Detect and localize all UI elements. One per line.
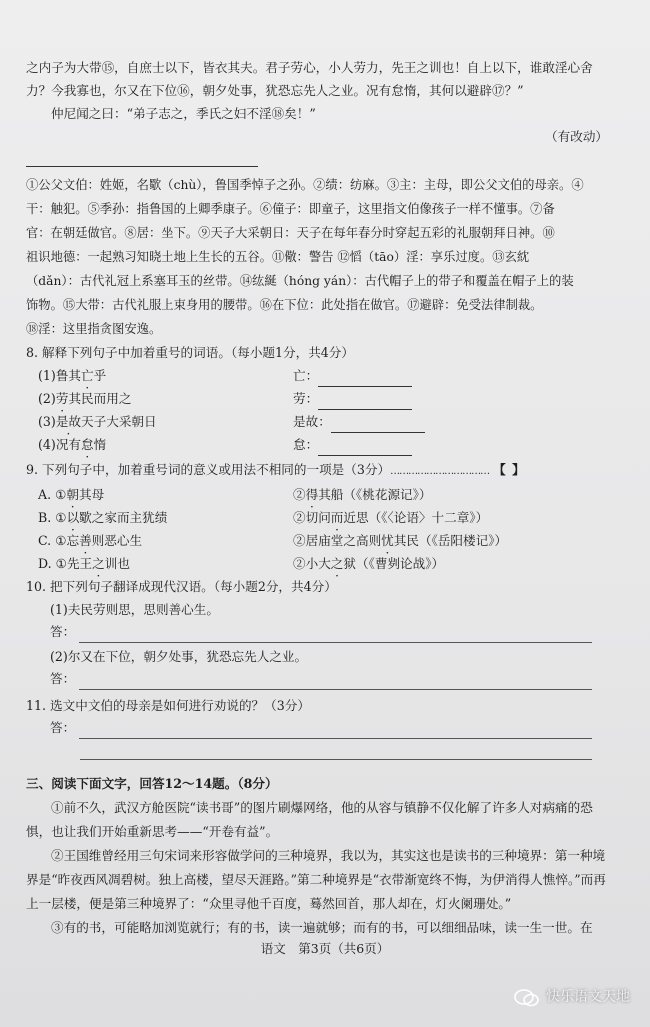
answer-blank[interactable] xyxy=(318,440,412,456)
answer-blank[interactable] xyxy=(318,371,412,387)
footnote-line: （dǎn）：古代礼冠上系塞耳玉的丝带。⑭纮綖（hóng yán）：古代帽子上的带子和覆盖在帽子上的装 xyxy=(26,274,574,288)
q9-option[interactable]: B. ①以歜之家而主犹绩 ②切问而近思（《〈论语〉十二章》） xyxy=(38,510,489,525)
answer-line[interactable]: 答： xyxy=(26,621,614,643)
q8-item: (1)鲁其亡乎 亡： xyxy=(26,364,614,387)
answer-bracket[interactable]: 【 】 xyxy=(493,462,526,477)
reading-paragraph: ①前不久，武汉方舱医院“读书哥”的图片刷爆网络，他的从容与镇静不仅化解了许多人对病痛的恐惧，也让我们开始重新思考——“开卷有益”。 xyxy=(26,800,593,839)
section-title: 三、阅读下面文字，回答12～14题。（8分） xyxy=(26,776,278,791)
footnote-line: ⑱淫：这里指贪图安逸。 xyxy=(26,322,162,336)
question-10 xyxy=(26,575,614,690)
section-3 xyxy=(26,772,614,940)
reading-paragraph: ②王国维曾经用三句宋词来形容做学问的三种境界，我以为，其实这也是读书的三种境界：第一种境界是“昨夜西风凋碧树。独上高楼，望尽天涯路。”第二种境界是“衣带渐宽终不悔，为伊消得人憔悴。”而再上一层楼，便是第三种境界了：“众里寻他千百度，蓦然回首，那人却在，灯火阑珊处。” xyxy=(26,848,606,911)
footnote-line: ①公父文伯：姓姬，名歜（chù），鲁国季悼子之孙。②绩：纺麻。③主：主母，即公父文伯的母亲。④ xyxy=(26,178,584,192)
emphasis-word: 是故 xyxy=(55,414,82,429)
answer-line[interactable] xyxy=(80,739,592,760)
question-9 xyxy=(26,458,614,575)
question-8 xyxy=(26,341,614,456)
passage-top xyxy=(26,56,614,148)
passage-line: 力？今我寡也，尔又在下位⑯，朝夕处事，犹恐忘先人之业。况有怠惰，其何以避辟⑰？” xyxy=(26,83,524,98)
question-10-title: 10. 把下列句子翻译成现代汉语。（每小题2分，共4分） xyxy=(26,579,337,594)
footnotes xyxy=(26,173,614,341)
q8-item: (3)是故天子大采朝日 是故： xyxy=(26,410,614,433)
q9-option[interactable]: C. ①忘善则恶心生 ②居庙堂之高则忧其民（《岳阳楼记》） xyxy=(38,533,508,548)
page-footer: 语文 第3页（共6页） xyxy=(260,941,390,956)
q8-item: (2)劳其民而用之 劳： xyxy=(26,387,614,410)
footnote-line: 饰物。⑮大带：古代礼服上束身用的腰带。⑯在下位：此处指在做官。⑰避辟：免受法律制裁。 xyxy=(26,298,543,312)
sentence-2: (2)尔又在下位，朝夕处事，犹恐忘先人之业。 xyxy=(50,649,308,664)
question-11 xyxy=(26,694,614,760)
wechat-watermark: 快乐语文天地 xyxy=(514,986,630,1009)
emphasis-word: 劳 xyxy=(55,391,69,406)
question-9-title: 9. 下列句子中，加着重号词的意义或用法不相同的一项是（3分）…………………………… 【 】 xyxy=(26,462,526,477)
answer-line[interactable]: 答： xyxy=(26,668,614,690)
answer-blank[interactable] xyxy=(318,394,412,410)
q9-option[interactable]: A. ①朝其母 ②得其船（《桃花源记》） xyxy=(38,487,432,502)
source-note: （有改动） xyxy=(545,129,608,144)
emphasis-word: 怠 xyxy=(81,437,94,452)
sentence-1: (1)夫民劳则思，思则善心生。 xyxy=(50,602,219,617)
wechat-icon xyxy=(514,989,540,1007)
emphasis-word: 亡 xyxy=(81,368,94,383)
answer-blank[interactable] xyxy=(331,417,425,433)
leader-dots: …………………………… xyxy=(390,466,490,477)
answer-line[interactable]: 答： xyxy=(26,717,614,739)
footnote-line: 干：触犯。⑤季孙：指鲁国的上卿季康子。⑥僮子：即童子，这里指文伯像孩子一样不懂事。⑦备 xyxy=(26,202,555,216)
passage-line: 之内子为大带⑮，自庶士以下，皆衣其夫。君子劳心，小人劳力，先王之训也！自上以下，谁敢淫心舍 xyxy=(26,60,593,75)
question-8-title: 8. 解释下列句子中加着重号的词语。（每小题1分，共4分） xyxy=(26,345,354,360)
passage-line: 仲尼闻之曰：“弟子志之，季氏之妇不淫⑱矣！” xyxy=(51,106,316,121)
reading-paragraph: ③有的书，可能略加浏览就行；有的书，读一遍就够；而有的书，可以细细品味，读一生一世。在 xyxy=(51,920,593,935)
notes-divider xyxy=(26,166,258,167)
footnote-line: 祖识地德：一起熟习知晓土地上生长的五谷。⑪儆：警告 ⑫慆（tāo）淫：享乐过度。⑬玄紞 xyxy=(26,250,530,264)
question-11-title: 11. 选文中文伯的母亲是如何进行劝说的？（3分） xyxy=(26,698,310,713)
q9-option[interactable]: D. ①先王之训也 ②小大之狱（《曹刿论战》） xyxy=(38,556,445,571)
footnote-line: 官：在朝廷做官。⑧居：坐下。⑨天子大采朝日：天子在每年春分时穿起五彩的礼服朝拜日神。⑩ xyxy=(26,226,555,240)
q8-item: (4)况有怠惰 怠： xyxy=(26,433,614,456)
